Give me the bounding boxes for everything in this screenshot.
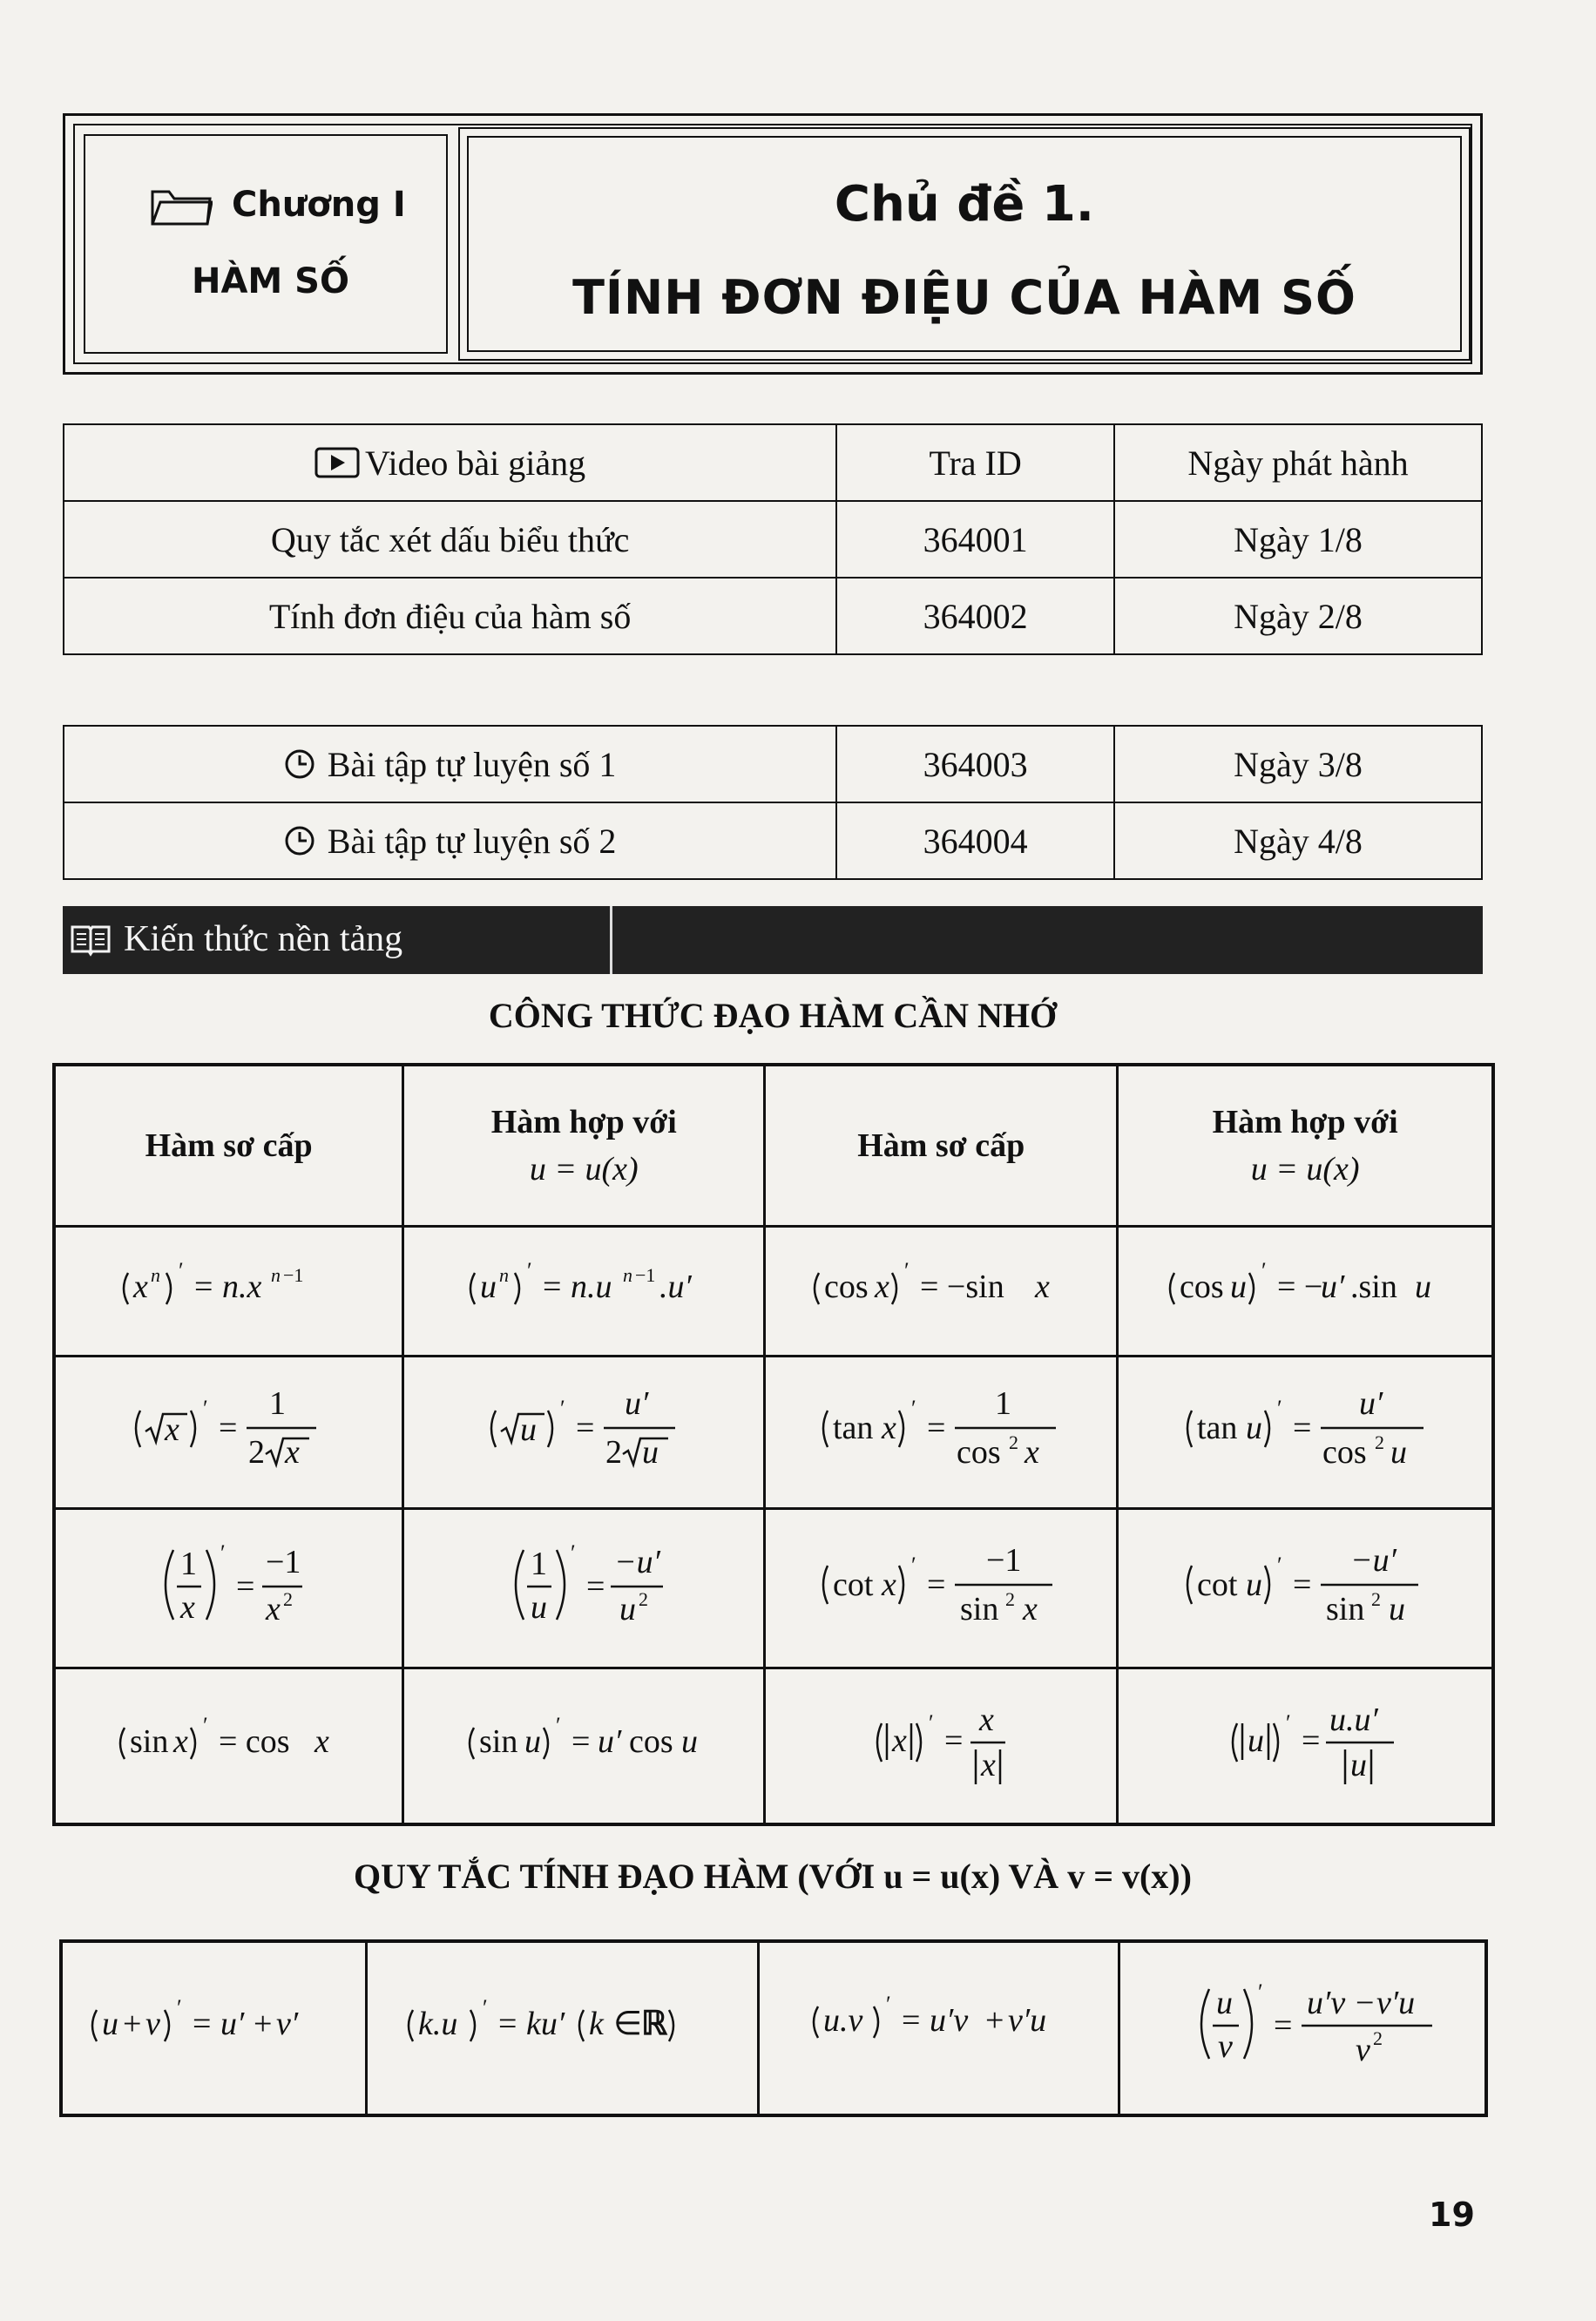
svg-text:+: + — [984, 2002, 1004, 2039]
svg-text:=: = — [497, 2006, 517, 2042]
exercise-title: Bài tập tự luyện số 1 — [327, 744, 617, 784]
svg-text:n.u: n.u — [571, 1269, 612, 1305]
header-composite-label: Hàm hợp với — [1212, 1104, 1398, 1140]
svg-text:u: u — [1248, 1722, 1265, 1759]
svg-text:cos: cos — [1180, 1269, 1224, 1305]
header-composite-sub: u = u(x) — [529, 1151, 639, 1188]
rule-sum — [79, 1972, 349, 2076]
svg-text:x: x — [1035, 1269, 1051, 1305]
svg-text:cos: cos — [957, 1434, 1001, 1471]
svg-text:′: ′ — [560, 1396, 565, 1421]
svg-text:−u′: −u′ — [614, 1544, 661, 1580]
svg-text:u′: u′ — [220, 2006, 245, 2042]
formula-cell — [403, 1357, 765, 1509]
section-bar — [63, 906, 1483, 974]
book-icon — [70, 924, 112, 957]
svg-text:1: 1 — [531, 1546, 548, 1582]
svg-text:u: u — [480, 1269, 497, 1305]
svg-text:= cos: = cos — [218, 1723, 290, 1760]
table-header-row — [64, 424, 1482, 501]
svg-text:x: x — [265, 1591, 281, 1627]
table-row — [54, 1668, 1493, 1825]
svg-text:u′: u′ — [598, 1723, 622, 1760]
svg-text:=: = — [193, 1269, 213, 1305]
derivative-formulas-table — [52, 1063, 1495, 1826]
formula-sin — [107, 1689, 351, 1794]
id-header-cell: Tra ID — [836, 424, 1114, 501]
formula-sqrt — [107, 1367, 351, 1489]
svg-text:u′v: u′v — [929, 2002, 968, 2039]
topic-label: Chủ đề 1. — [834, 176, 1095, 233]
svg-text:′: ′ — [929, 1710, 934, 1736]
svg-text:x: x — [875, 1269, 890, 1305]
formula-cell — [1118, 1227, 1493, 1357]
formula-cot-composite — [1166, 1519, 1444, 1649]
formula-sqrt-composite — [457, 1367, 710, 1489]
svg-text:x: x — [314, 1723, 329, 1760]
header-composite-sub: u = u(x) — [1250, 1151, 1360, 1188]
svg-text:u: u — [531, 1589, 548, 1626]
video-title-cell[interactable]: Tính đơn điệu của hàm số — [64, 578, 836, 654]
formula-cell — [1118, 1668, 1493, 1825]
formula-cell — [403, 1227, 765, 1357]
svg-text:′: ′ — [556, 1713, 561, 1738]
table-row[interactable] — [64, 578, 1482, 654]
svg-text:′: ′ — [1261, 1258, 1267, 1283]
chapter-box — [84, 134, 448, 354]
table-row — [54, 1227, 1493, 1357]
formula-cos — [801, 1243, 1080, 1330]
video-id-cell: 364001 — [836, 501, 1114, 578]
exercise-table — [63, 725, 1483, 880]
svg-text:=: = — [1293, 1567, 1312, 1603]
svg-text:′: ′ — [178, 1258, 184, 1283]
svg-text:1: 1 — [179, 1546, 197, 1582]
header-elementary: Hàm sơ cấp — [765, 1065, 1118, 1227]
table-header-row — [54, 1065, 1493, 1227]
svg-text:ku′: ku′ — [525, 2006, 565, 2042]
rule-cell — [1119, 1941, 1486, 2115]
svg-text:u.v: u.v — [822, 2002, 862, 2039]
derivative-rules-table — [59, 1939, 1488, 2117]
svg-text:u: u — [1389, 1591, 1406, 1627]
svg-text:cot: cot — [1197, 1567, 1238, 1603]
table-row[interactable] — [64, 501, 1482, 578]
svg-text:x: x — [132, 1269, 148, 1305]
formula-power — [98, 1243, 360, 1330]
svg-text:2: 2 — [1372, 2027, 1383, 2049]
svg-text:′: ′ — [220, 1540, 226, 1566]
svg-text:v′u: v′u — [1007, 2002, 1046, 2039]
svg-text:+: + — [253, 2006, 273, 2042]
svg-text:u: u — [1415, 1269, 1432, 1305]
svg-text:2: 2 — [247, 1434, 265, 1471]
svg-text:′: ′ — [482, 1995, 488, 2020]
header-composite — [1118, 1065, 1493, 1227]
svg-text:sin: sin — [1326, 1591, 1365, 1627]
svg-text:=: = — [192, 2006, 212, 2042]
svg-text:v′u: v′u — [1376, 1985, 1416, 2021]
svg-text:−u′: −u′ — [1350, 1542, 1397, 1579]
rule-quotient — [1159, 1954, 1446, 2094]
formula-cell — [403, 1509, 765, 1668]
svg-text:k: k — [588, 2006, 604, 2042]
exercise-title: Bài tập tự luyện số 2 — [327, 821, 617, 861]
table-row — [54, 1357, 1493, 1509]
svg-text:cot: cot — [833, 1567, 874, 1603]
video-header-cell — [64, 424, 836, 501]
svg-text:1: 1 — [995, 1385, 1012, 1422]
svg-text:u: u — [1215, 1985, 1233, 2021]
svg-text:′: ′ — [911, 1553, 916, 1578]
svg-text:−1: −1 — [282, 1264, 304, 1286]
formula-reciprocal — [116, 1519, 342, 1649]
video-date-cell: Ngày 2/8 — [1114, 578, 1482, 654]
exercise-date-cell: Ngày 3/8 — [1114, 726, 1482, 802]
formula-cell — [1118, 1509, 1493, 1668]
formula-cell — [54, 1227, 403, 1357]
svg-text:sin: sin — [960, 1591, 999, 1627]
svg-text:=: = — [576, 1410, 595, 1446]
formula-cot — [801, 1519, 1080, 1649]
rule-product — [795, 1972, 1083, 2076]
exercise-title-cell[interactable] — [64, 802, 836, 879]
play-icon — [314, 447, 360, 478]
svg-text:u: u — [524, 1723, 542, 1760]
svg-text:′: ′ — [527, 1258, 532, 1283]
svg-text:=: = — [571, 1723, 591, 1760]
svg-text:n: n — [270, 1264, 281, 1286]
svg-text:′: ′ — [202, 1396, 208, 1421]
svg-text:=: = — [1273, 2007, 1293, 2044]
svg-text:−1: −1 — [986, 1542, 1022, 1579]
video-header-label: Video bài giảng — [365, 443, 586, 483]
svg-text:x: x — [892, 1722, 908, 1759]
svg-text:cos: cos — [824, 1269, 869, 1305]
topic-title: TÍNH ĐƠN ĐIỆU CỦA HÀM SỐ — [572, 270, 1356, 325]
svg-text:n: n — [150, 1264, 160, 1286]
exercise-title-cell[interactable] — [64, 726, 836, 802]
svg-text:=: = — [543, 1269, 562, 1305]
svg-text:=: = — [586, 1568, 605, 1605]
header-elementary: Hàm sơ cấp — [54, 1065, 403, 1227]
formula-cos-composite — [1157, 1243, 1453, 1330]
formula-cell — [54, 1357, 403, 1509]
svg-text:′: ′ — [885, 1992, 891, 2017]
svg-text:′: ′ — [1257, 1979, 1263, 2005]
exercise-id-cell: 364003 — [836, 726, 1114, 802]
svg-text:x: x — [164, 1411, 179, 1448]
svg-text:cos: cos — [629, 1723, 673, 1760]
svg-text:v: v — [145, 2006, 160, 2042]
svg-text:=: = — [235, 1568, 255, 1605]
svg-text:′: ′ — [176, 1995, 182, 2020]
svg-text:′: ′ — [1277, 1396, 1282, 1421]
svg-text:x: x — [1023, 1591, 1038, 1627]
svg-text:u: u — [520, 1411, 538, 1448]
svg-text:v′: v′ — [275, 2006, 298, 2042]
formula-sin-composite — [453, 1689, 714, 1794]
svg-text:sin: sin — [479, 1723, 518, 1760]
chapter-label: Chương I — [232, 185, 406, 225]
clock-icon — [284, 748, 315, 780]
formula-cell — [765, 1509, 1118, 1668]
svg-text:sin: sin — [129, 1723, 168, 1760]
clock-icon — [284, 825, 315, 856]
svg-text:2: 2 — [605, 1434, 623, 1471]
svg-text:u: u — [101, 2006, 118, 2042]
svg-text:′: ′ — [911, 1396, 916, 1421]
rule-cell — [759, 1941, 1119, 2115]
svg-text:x: x — [882, 1410, 897, 1446]
svg-text:1: 1 — [268, 1385, 286, 1422]
video-title-cell[interactable]: Quy tắc xét dấu biểu thức — [64, 501, 836, 578]
svg-text:2: 2 — [1375, 1431, 1385, 1453]
exercise-id-cell: 364004 — [836, 802, 1114, 879]
svg-text:n: n — [499, 1264, 510, 1286]
svg-text:2: 2 — [1371, 1588, 1382, 1610]
svg-text:+: + — [122, 2006, 142, 2042]
table-row[interactable] — [64, 802, 1482, 879]
section-label: Kiến thức nền tảng — [124, 919, 403, 959]
svg-text:u′v: u′v — [1306, 1985, 1346, 2021]
svg-text:.u′: .u′ — [659, 1269, 693, 1305]
exercise-date-cell: Ngày 4/8 — [1114, 802, 1482, 879]
date-header-cell: Ngày phát hành — [1114, 424, 1482, 501]
formula-cell — [54, 1668, 403, 1825]
svg-text:2: 2 — [282, 1588, 293, 1610]
video-lessons-table — [63, 423, 1483, 655]
derivative-formulas-title: CÔNG THỨC ĐẠO HÀM CẦN NHỚ — [488, 996, 1058, 1035]
svg-text:−1: −1 — [265, 1544, 301, 1580]
svg-text:u: u — [1246, 1410, 1263, 1446]
chapter-title: HÀM SỐ — [192, 261, 349, 301]
svg-text:.sin: .sin — [1350, 1269, 1397, 1305]
formula-abs-composite — [1192, 1676, 1418, 1807]
svg-text:′: ′ — [904, 1258, 910, 1283]
rule-constant — [389, 1972, 737, 2076]
svg-text:k.u: k.u — [417, 2006, 458, 2042]
formula-cell — [403, 1668, 765, 1825]
svg-text:′: ′ — [571, 1540, 576, 1566]
video-id-cell: 364002 — [836, 578, 1114, 654]
rules-title: QUY TẮC TÍNH ĐẠO HÀM (VỚI u = u(x) VÀ v = v(x)) — [354, 1857, 1192, 1896]
formula-tan — [801, 1367, 1080, 1489]
rule-cell — [61, 1941, 367, 2115]
svg-text:x: x — [179, 1589, 195, 1626]
svg-text:−: − — [1355, 1985, 1375, 2021]
svg-text:u: u — [1390, 1434, 1408, 1471]
section-divider — [610, 906, 612, 974]
svg-text:=: = — [944, 1722, 964, 1759]
svg-text:=: = — [927, 1410, 946, 1446]
svg-text:cos: cos — [1322, 1434, 1367, 1471]
svg-text:2: 2 — [1009, 1431, 1019, 1453]
svg-text:v: v — [1355, 2032, 1370, 2068]
svg-text:=: = — [901, 2002, 921, 2039]
svg-text:u′: u′ — [625, 1385, 649, 1422]
svg-text:x: x — [981, 1747, 997, 1783]
svg-text:u: u — [681, 1723, 699, 1760]
svg-text:x: x — [979, 1702, 995, 1738]
svg-text:n.x: n.x — [221, 1269, 261, 1305]
svg-text:−1: −1 — [635, 1264, 656, 1286]
svg-text:x: x — [1025, 1434, 1040, 1471]
table-row[interactable] — [64, 726, 1482, 802]
svg-text:u: u — [1230, 1269, 1248, 1305]
svg-text:=: = — [1302, 1722, 1321, 1759]
svg-text:tan: tan — [833, 1410, 874, 1446]
formula-cell — [765, 1668, 1118, 1825]
formula-tan-composite — [1166, 1367, 1444, 1489]
svg-text:u′: u′ — [1359, 1385, 1383, 1422]
svg-text:′: ′ — [1286, 1710, 1291, 1736]
formula-cell — [765, 1357, 1118, 1509]
svg-text:=: = — [218, 1410, 238, 1446]
svg-text:∈: ∈ — [612, 2006, 642, 2042]
svg-text:u′: u′ — [1321, 1269, 1345, 1305]
svg-text:v: v — [1217, 2028, 1233, 2065]
svg-text:u: u — [1246, 1567, 1263, 1603]
formula-cell — [54, 1509, 403, 1668]
svg-text:x: x — [882, 1567, 897, 1603]
svg-text:2: 2 — [1005, 1588, 1016, 1610]
page-number: 19 — [1429, 2196, 1475, 2234]
svg-text:=: = — [1293, 1410, 1312, 1446]
svg-text:′: ′ — [1277, 1553, 1282, 1578]
svg-text:= −: = − — [1277, 1269, 1323, 1305]
formula-cell — [765, 1227, 1118, 1357]
svg-text:u: u — [642, 1434, 659, 1471]
svg-text:x: x — [284, 1434, 300, 1471]
table-row — [54, 1509, 1493, 1668]
video-date-cell: Ngày 1/8 — [1114, 501, 1482, 578]
svg-text:n: n — [623, 1264, 633, 1286]
svg-text:′: ′ — [202, 1713, 208, 1738]
formula-abs — [836, 1676, 1045, 1807]
formula-power-composite — [440, 1243, 727, 1330]
svg-text:u.u′: u.u′ — [1329, 1702, 1378, 1738]
svg-text:=: = — [927, 1567, 946, 1603]
formula-cell — [1118, 1357, 1493, 1509]
svg-text:tan: tan — [1197, 1410, 1238, 1446]
formula-reciprocal-composite — [466, 1519, 701, 1649]
svg-text:ℝ: ℝ — [640, 2006, 667, 2042]
folder-icon — [150, 186, 213, 227]
svg-text:u: u — [619, 1591, 637, 1627]
svg-text:= −sin: = −sin — [920, 1269, 1004, 1305]
header-composite — [403, 1065, 765, 1227]
svg-text:u: u — [1350, 1747, 1368, 1783]
svg-text:2: 2 — [639, 1588, 649, 1610]
svg-text:x: x — [172, 1723, 188, 1760]
table-row — [61, 1941, 1486, 2115]
rule-cell — [367, 1941, 759, 2115]
header-composite-label: Hàm hợp với — [490, 1104, 677, 1140]
